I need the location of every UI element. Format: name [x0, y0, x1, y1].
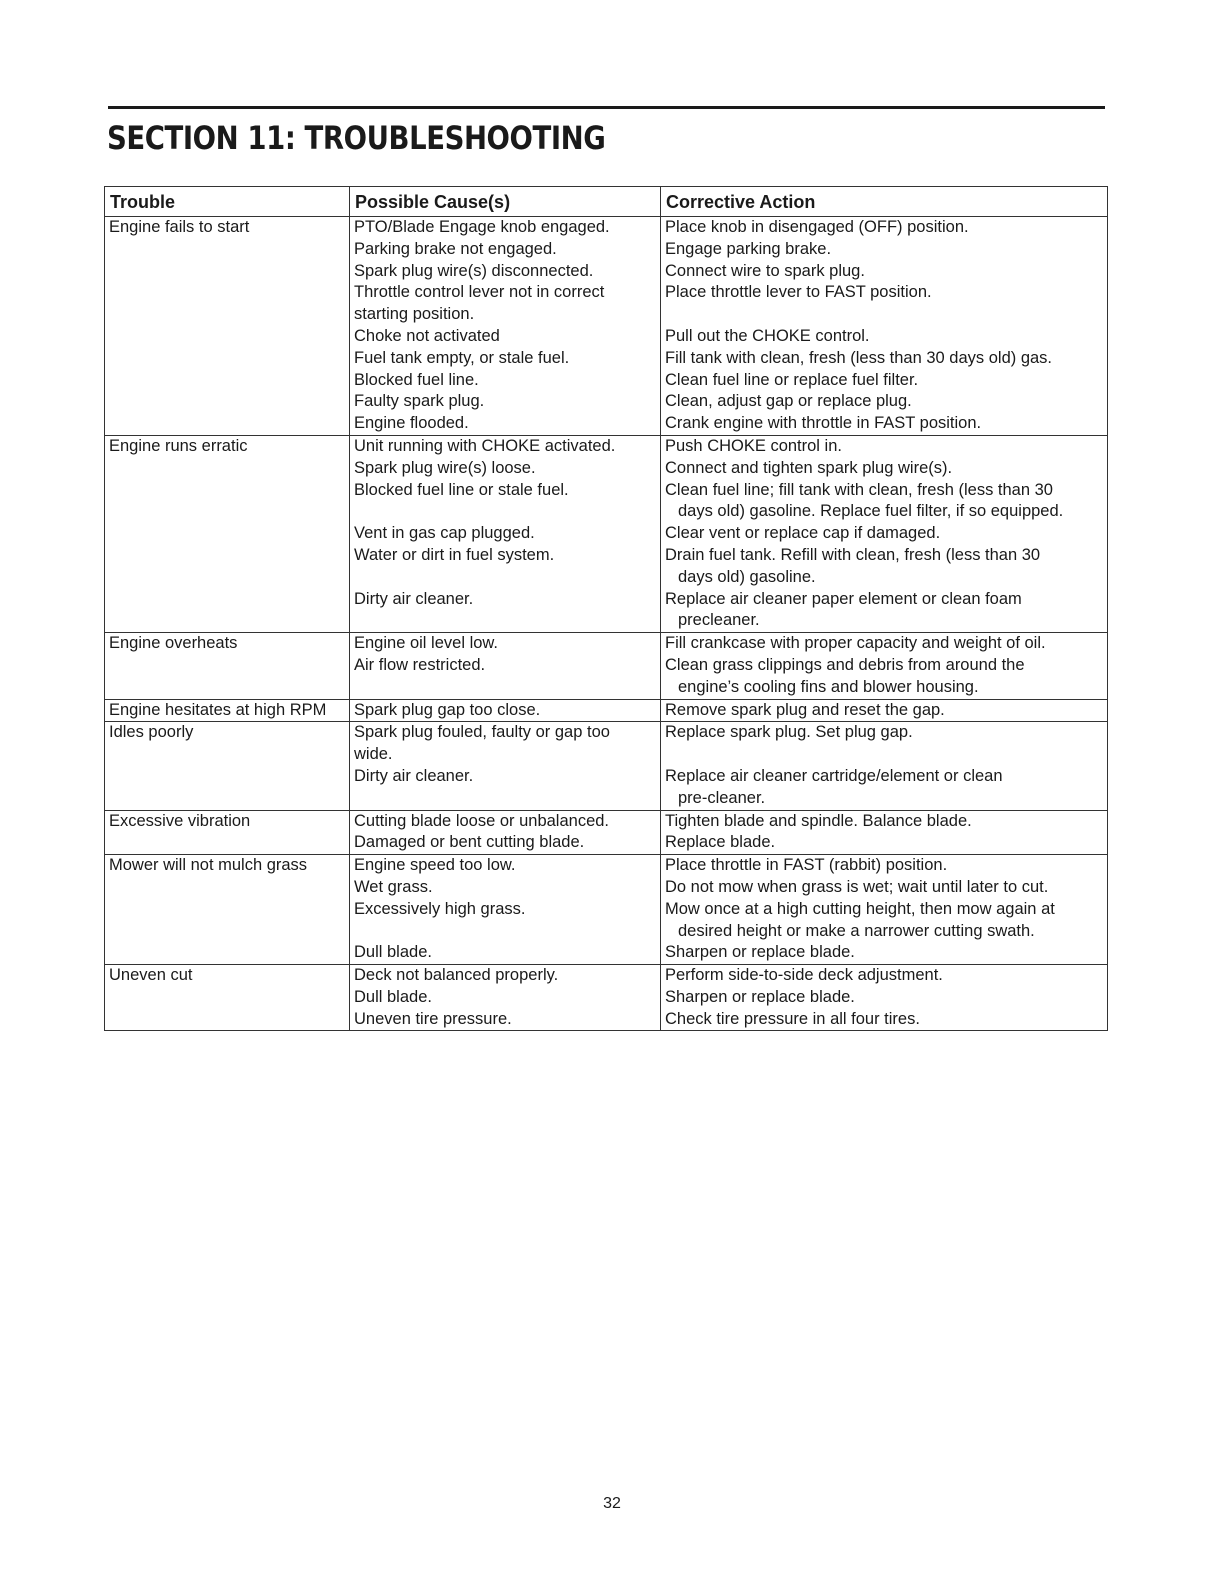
- cause-cell: [350, 810, 661, 855]
- table-body: [105, 217, 1108, 1031]
- cause-line: Choke not activated: [354, 326, 500, 345]
- action-line: Crank engine with throttle in FAST position.: [665, 414, 982, 433]
- trouble-cell: [105, 810, 350, 855]
- cause-line: Engine flooded.: [354, 414, 469, 433]
- action-cell: [661, 722, 1108, 810]
- action-line: Place throttle lever to FAST position.: [665, 283, 932, 302]
- action-line: Fill tank with clean, fresh (less than 30 days old) gas.: [665, 348, 1053, 367]
- trouble-text: Idles poorly: [109, 723, 194, 742]
- header-row: [105, 187, 1108, 217]
- cause-line: Faulty spark plug.: [354, 392, 485, 411]
- trouble-cell: [105, 633, 350, 699]
- action-line: Pull out the CHOKE control.: [665, 326, 870, 345]
- action-line: precleaner.: [678, 611, 760, 630]
- spacer-line: [665, 744, 1104, 766]
- action-line: Fill crankcase with proper capacity and weight of oil.: [665, 634, 1046, 653]
- action-line: Clean fuel line; fill tank with clean, fresh (less than 30: [665, 480, 1053, 499]
- spacer-line: [354, 921, 657, 943]
- trouble-text: Uneven cut: [109, 966, 193, 985]
- cause-line: Cutting blade loose or unbalanced.: [354, 811, 610, 830]
- action-line: Remove spark plug and reset the gap.: [665, 700, 945, 719]
- trouble-text: Engine runs erratic: [109, 436, 248, 455]
- cause-cell: [350, 435, 661, 632]
- action-line: Replace spark plug. Set plug gap.: [665, 723, 913, 742]
- action-line: Drain fuel tank. Refill with clean, fresh (less than 30: [665, 545, 1041, 564]
- action-cell: [661, 965, 1108, 1031]
- cause-line: Dull blade.: [354, 943, 432, 962]
- cause-line: Water or dirt in fuel system.: [354, 545, 555, 564]
- spacer-line: [354, 501, 657, 523]
- trouble-text: Engine overheats: [109, 634, 238, 653]
- spacer-line: [354, 677, 657, 699]
- cause-cell: [350, 722, 661, 810]
- top-rule: [108, 106, 1105, 109]
- trouble-text: Engine hesitates at high RPM: [109, 700, 327, 719]
- cause-line: Vent in gas cap plugged.: [354, 524, 535, 543]
- cause-line: Engine oil level low.: [354, 634, 499, 653]
- cause-line: Damaged or bent cutting blade.: [354, 833, 585, 852]
- action-line: Sharpen or replace blade.: [665, 987, 855, 1006]
- table-row: [105, 435, 1108, 632]
- page-number: 32: [603, 1495, 621, 1512]
- cause-cell: [350, 855, 661, 965]
- cause-line: starting position.: [354, 305, 475, 324]
- action-line: Mow once at a high cutting height, then mow again at: [665, 899, 1055, 918]
- action-line: pre-cleaner.: [678, 788, 766, 807]
- spacer-line: [354, 567, 657, 589]
- action-line: Push CHOKE control in.: [665, 436, 842, 455]
- action-line: days old) gasoline. Replace fuel filter, if so equipped.: [678, 502, 1064, 521]
- action-line: Replace air cleaner paper element or clean foam: [665, 589, 1022, 608]
- cause-line: Blocked fuel line.: [354, 370, 479, 389]
- cause-line: Spark plug wire(s) loose.: [354, 458, 536, 477]
- cause-cell: [350, 965, 661, 1031]
- action-line: Connect wire to spark plug.: [665, 261, 865, 280]
- action-line: Clean fuel line or replace fuel filter.: [665, 370, 919, 389]
- table-row: [105, 855, 1108, 965]
- cause-line: Blocked fuel line or stale fuel.: [354, 480, 569, 499]
- cause-cell: [350, 633, 661, 699]
- cause-line: Engine speed too low.: [354, 856, 516, 875]
- section-title: SECTION 11: TROUBLESHOOTING: [107, 119, 606, 157]
- trouble-cell: [105, 699, 350, 722]
- spacer-line: [354, 788, 657, 810]
- action-line: Do not mow when grass is wet; wait until later to cut.: [665, 877, 1049, 896]
- action-line: Clean grass clippings and debris from around the: [665, 655, 1025, 674]
- spacer-line: [354, 610, 657, 632]
- table-row: [105, 633, 1108, 699]
- cause-line: Fuel tank empty, or stale fuel.: [354, 348, 570, 367]
- spacer-line: [665, 304, 1104, 326]
- trouble-cell: [105, 435, 350, 632]
- header-possible-causes: Possible Cause(s): [350, 187, 661, 217]
- cause-line: Throttle control lever not in correct: [354, 283, 605, 302]
- cause-line: Wet grass.: [354, 877, 433, 896]
- trouble-cell: [105, 722, 350, 810]
- table-row: [105, 217, 1108, 436]
- cause-line: Deck not balanced properly.: [354, 966, 559, 985]
- cause-line: wide.: [354, 745, 393, 764]
- cause-line: Dirty air cleaner.: [354, 589, 474, 608]
- action-line: Connect and tighten spark plug wire(s).: [665, 458, 953, 477]
- action-line: engine’s cooling fins and blower housing.: [678, 677, 979, 696]
- table-row: [105, 810, 1108, 855]
- cause-line: Unit running with CHOKE activated.: [354, 436, 616, 455]
- cause-cell: [350, 699, 661, 722]
- cause-line: Excessively high grass.: [354, 899, 526, 918]
- action-line: Sharpen or replace blade.: [665, 943, 855, 962]
- action-cell: [661, 699, 1108, 722]
- action-line: days old) gasoline.: [678, 567, 816, 586]
- cause-line: Parking brake not engaged.: [354, 239, 557, 258]
- action-line: Tighten blade and spindle. Balance blade.: [665, 811, 972, 830]
- cause-line: Uneven tire pressure.: [354, 1009, 512, 1028]
- action-line: Clear vent or replace cap if damaged.: [665, 524, 941, 543]
- trouble-cell: [105, 217, 350, 436]
- trouble-text: Engine fails to start: [109, 218, 250, 236]
- header-trouble: Trouble: [105, 187, 350, 217]
- cause-line: Dull blade.: [354, 987, 432, 1006]
- action-cell: [661, 855, 1108, 965]
- action-line: Replace air cleaner cartridge/element or clean: [665, 766, 1003, 785]
- action-line: Replace blade.: [665, 833, 776, 852]
- trouble-cell: [105, 855, 350, 965]
- table-row: [105, 699, 1108, 722]
- cause-cell: [350, 217, 661, 436]
- action-cell: [661, 810, 1108, 855]
- cause-line: Air flow restricted.: [354, 655, 486, 674]
- action-line: Perform side-to-side deck adjustment.: [665, 966, 943, 985]
- action-line: Engage parking brake.: [665, 239, 832, 258]
- trouble-text: Excessive vibration: [109, 811, 251, 830]
- header-corrective-action: Corrective Action: [661, 187, 1108, 217]
- action-line: Check tire pressure in all four tires.: [665, 1009, 920, 1028]
- action-cell: [661, 435, 1108, 632]
- cause-line: Spark plug wire(s) disconnected.: [354, 261, 594, 280]
- cause-line: Dirty air cleaner.: [354, 766, 474, 785]
- action-line: desired height or make a narrower cutting swath.: [678, 921, 1035, 940]
- cause-line: PTO/Blade Engage knob engaged.: [354, 218, 610, 236]
- cause-line: Spark plug gap too close.: [354, 700, 541, 719]
- action-cell: [661, 633, 1108, 699]
- trouble-cell: [105, 965, 350, 1031]
- action-cell: [661, 217, 1108, 436]
- action-line: Place throttle in FAST (rabbit) position.: [665, 856, 948, 875]
- table-row: [105, 722, 1108, 810]
- trouble-text: Mower will not mulch grass: [109, 856, 308, 875]
- table-row: [105, 965, 1108, 1031]
- action-line: Place knob in disengaged (OFF) position.: [665, 218, 969, 236]
- action-line: Clean, adjust gap or replace plug.: [665, 392, 912, 411]
- cause-line: Spark plug fouled, faulty or gap too: [354, 723, 610, 742]
- troubleshooting-table: [104, 186, 1108, 1031]
